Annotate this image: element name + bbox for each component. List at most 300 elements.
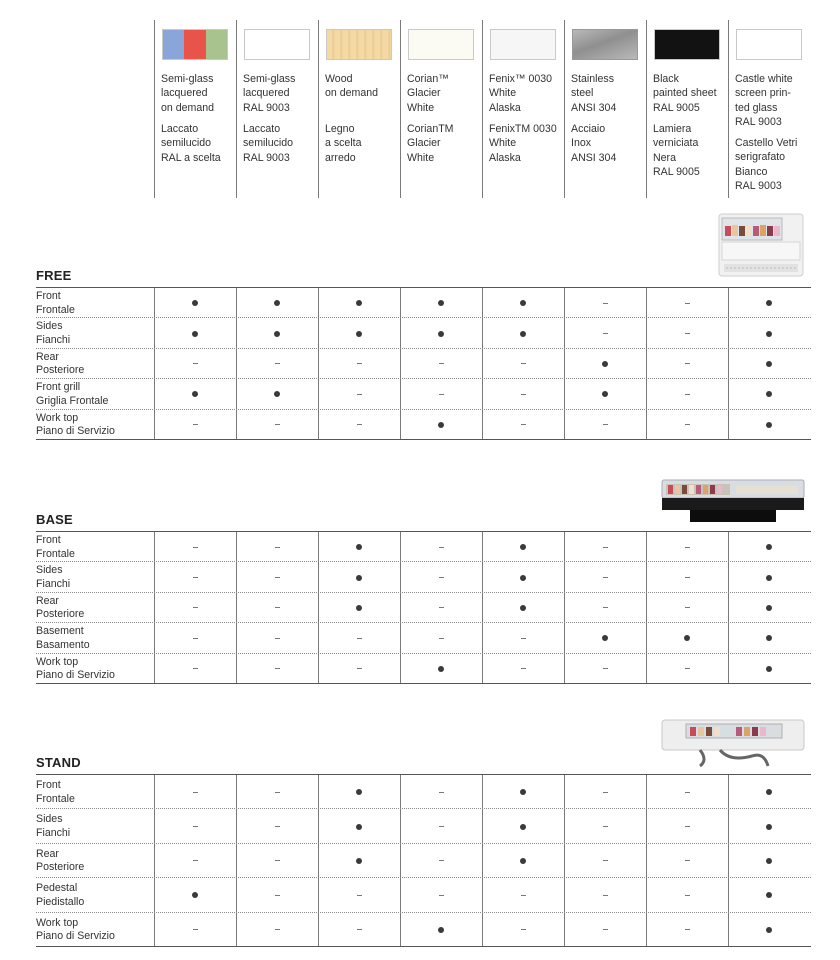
availability-cell: [728, 379, 810, 409]
not-available-dash: [193, 860, 198, 861]
row-label: [36, 595, 154, 622]
table-row: [36, 532, 811, 562]
row-separator: [36, 683, 811, 684]
material-column: [318, 20, 400, 198]
not-available-dash: [193, 929, 198, 930]
row-label-it: Fianchi: [36, 826, 71, 839]
availability-cell: [482, 654, 564, 684]
not-available-dash: [521, 895, 526, 896]
base-showcase-icon: [660, 474, 806, 524]
not-available-dash: [685, 929, 690, 930]
material-name-it: Legno a scelta arredo: [325, 123, 362, 164]
row-label: [36, 813, 154, 840]
not-available-dash: [275, 577, 280, 578]
not-available-dash: [685, 826, 690, 827]
availability-cell: [646, 562, 728, 592]
availability-cell: [646, 913, 728, 947]
available-dot: [356, 331, 362, 337]
row-label: [36, 564, 154, 591]
not-available-dash: [685, 547, 690, 548]
not-available-dash: [603, 929, 608, 930]
row-label-en: Work top: [36, 655, 79, 668]
table-row: [36, 654, 811, 684]
availability-cell: [400, 913, 482, 947]
not-available-dash: [275, 860, 280, 861]
availability-cell: [318, 654, 400, 684]
availability-cell: [482, 349, 564, 379]
availability-cell: [236, 379, 318, 409]
availability-cell: [400, 349, 482, 379]
availability-cell: [400, 532, 482, 562]
not-available-dash: [521, 424, 526, 425]
availability-cell: [728, 654, 810, 684]
availability-cell: [236, 654, 318, 684]
availability-cell: [400, 593, 482, 623]
availability-cell: [400, 562, 482, 592]
availability-cell: [154, 654, 236, 684]
material-name-it: Castello Vetri serigrafato Bianco RAL 9003: [735, 137, 798, 193]
available-dot: [766, 892, 772, 898]
available-dot: [356, 858, 362, 864]
available-dot: [766, 544, 772, 550]
available-dot: [520, 824, 526, 830]
availability-cell: [318, 379, 400, 409]
availability-cell: [154, 775, 236, 809]
row-label: [36, 412, 154, 439]
row-label-it: Piano di Servizio: [36, 669, 115, 682]
not-available-dash: [357, 895, 362, 896]
row-label-it: Fianchi: [36, 333, 71, 346]
availability-cell: [236, 809, 318, 843]
material-name-en: Semi-glass lacquered RAL 9003: [243, 73, 296, 114]
availability-cell: [482, 878, 564, 912]
not-available-dash: [603, 826, 608, 827]
availability-cell: [728, 878, 810, 912]
availability-cell: [236, 349, 318, 379]
available-dot: [684, 635, 690, 641]
availability-cell: [564, 532, 646, 562]
availability-cell: [482, 593, 564, 623]
availability-cell: [646, 349, 728, 379]
available-dot: [766, 422, 772, 428]
row-label-en: Front: [36, 779, 61, 791]
material-name-it: FenixTM 0030 White Alaska: [489, 123, 557, 164]
availability-cell: [236, 593, 318, 623]
available-dot: [766, 666, 772, 672]
availability-cell: [400, 878, 482, 912]
available-dot: [356, 575, 362, 581]
row-separator: [36, 439, 811, 440]
available-dot: [520, 858, 526, 864]
availability-cell: [728, 410, 810, 440]
material-name-it: Laccato semilucido RAL a scelta: [161, 123, 221, 164]
material-name-en: Wood on demand: [325, 73, 379, 100]
available-dot: [192, 892, 198, 898]
row-label: [36, 779, 154, 806]
available-dot: [520, 575, 526, 581]
not-available-dash: [193, 638, 198, 639]
availability-cell: [236, 913, 318, 947]
row-label: [36, 290, 154, 317]
availability-cell: [400, 809, 482, 843]
available-dot: [766, 331, 772, 337]
row-label: [36, 534, 154, 561]
row-label-it: Piano di Servizio: [36, 425, 115, 438]
material-name-it: Acciaio Inox ANSI 304: [571, 123, 617, 164]
not-available-dash: [439, 547, 444, 548]
not-available-dash: [357, 394, 362, 395]
available-dot: [438, 666, 444, 672]
availability-cell: [482, 410, 564, 440]
availability-cell: [400, 654, 482, 684]
available-dot: [356, 789, 362, 795]
availability-cell: [318, 593, 400, 623]
not-available-dash: [603, 895, 608, 896]
row-separator: [36, 946, 811, 947]
availability-cell: [564, 562, 646, 592]
material-column: [482, 20, 564, 198]
not-available-dash: [685, 394, 690, 395]
availability-cell: [236, 532, 318, 562]
not-available-dash: [357, 929, 362, 930]
available-dot: [520, 605, 526, 611]
available-dot: [766, 858, 772, 864]
availability-cell: [154, 349, 236, 379]
availability-cell: [318, 913, 400, 947]
availability-cell: [154, 288, 236, 318]
not-available-dash: [521, 394, 526, 395]
table-row: [36, 562, 811, 592]
table-row: [36, 878, 811, 912]
multicolor-swatch: [162, 29, 228, 60]
not-available-dash: [685, 607, 690, 608]
row-label-en: Front: [36, 534, 61, 546]
row-label-it: Griglia Frontale: [36, 394, 109, 407]
row-label-it: Piano di Servizio: [36, 930, 115, 943]
corian-swatch: [408, 29, 474, 60]
material-name-it: Laccato semilucido RAL 9003: [243, 123, 294, 164]
white-lacquer-swatch: [244, 29, 310, 60]
not-available-dash: [603, 424, 608, 425]
availability-cell: [154, 318, 236, 348]
availability-cell: [646, 878, 728, 912]
availability-cell: [646, 809, 728, 843]
availability-cell: [400, 379, 482, 409]
row-label-it: Frontale: [36, 303, 75, 316]
available-dot: [438, 927, 444, 933]
availability-cell: [564, 623, 646, 653]
not-available-dash: [521, 363, 526, 364]
not-available-dash: [193, 547, 198, 548]
stand-showcase-icon: [660, 716, 806, 770]
availability-cell: [482, 318, 564, 348]
availability-cell: [154, 809, 236, 843]
row-label: [36, 882, 154, 909]
availability-cell: [154, 878, 236, 912]
not-available-dash: [275, 638, 280, 639]
availability-cell: [646, 410, 728, 440]
not-available-dash: [275, 363, 280, 364]
availability-cell: [482, 844, 564, 878]
row-label-en: Sides: [36, 320, 63, 333]
availability-cell: [154, 410, 236, 440]
not-available-dash: [193, 792, 198, 793]
black-sheet-swatch: [654, 29, 720, 60]
availability-cell: [400, 844, 482, 878]
table-row: [36, 844, 811, 878]
available-dot: [766, 789, 772, 795]
table-row: [36, 379, 811, 409]
available-dot: [766, 927, 772, 933]
available-dot: [602, 361, 608, 367]
not-available-dash: [439, 638, 444, 639]
not-available-dash: [685, 577, 690, 578]
section-title: STAND: [36, 755, 81, 770]
material-name-en: Castle white screen prin- ted glass RAL 9003: [735, 73, 793, 129]
availability-cell: [318, 562, 400, 592]
row-label-it: Basamento: [36, 638, 90, 651]
row-label: [36, 320, 154, 347]
not-available-dash: [685, 333, 690, 334]
not-available-dash: [439, 826, 444, 827]
row-label-en: Pedestal: [36, 882, 78, 895]
availability-cell: [646, 654, 728, 684]
availability-cell: [482, 562, 564, 592]
row-label: [36, 656, 154, 683]
table-row: [36, 809, 811, 843]
availability-cell: [564, 379, 646, 409]
material-column: [564, 20, 646, 198]
availability-cell: [400, 288, 482, 318]
availability-cell: [482, 532, 564, 562]
row-label: [36, 625, 154, 652]
availability-cell: [646, 623, 728, 653]
not-available-dash: [275, 792, 280, 793]
not-available-dash: [193, 607, 198, 608]
row-label-en: Front grill: [36, 381, 81, 394]
not-available-dash: [193, 668, 198, 669]
availability-cell: [728, 844, 810, 878]
availability-cell: [728, 913, 810, 947]
row-label-en: Sides: [36, 564, 63, 577]
not-available-dash: [521, 668, 526, 669]
availability-cell: [564, 844, 646, 878]
availability-cell: [646, 844, 728, 878]
availability-cell: [728, 562, 810, 592]
available-dot: [192, 391, 198, 397]
available-dot: [356, 605, 362, 611]
not-available-dash: [275, 895, 280, 896]
not-available-dash: [275, 929, 280, 930]
row-label-en: Basement: [36, 625, 84, 638]
not-available-dash: [439, 860, 444, 861]
available-dot: [192, 331, 198, 337]
availability-cell: [400, 410, 482, 440]
not-available-dash: [275, 547, 280, 548]
not-available-dash: [275, 668, 280, 669]
material-column: [728, 20, 810, 198]
availability-cell: [564, 593, 646, 623]
row-label-it: Frontale: [36, 547, 75, 560]
not-available-dash: [603, 792, 608, 793]
table-row: [36, 623, 811, 653]
not-available-dash: [193, 363, 198, 364]
row-label-it: Fianchi: [36, 577, 71, 590]
availability-cell: [236, 288, 318, 318]
available-dot: [274, 300, 280, 306]
not-available-dash: [603, 607, 608, 608]
available-dot: [602, 635, 608, 641]
material-column: [236, 20, 318, 198]
not-available-dash: [685, 895, 690, 896]
availability-cell: [236, 318, 318, 348]
table-row: [36, 410, 811, 440]
not-available-dash: [685, 668, 690, 669]
row-label-en: Front: [36, 290, 61, 302]
available-dot: [766, 605, 772, 611]
row-label-it: Piedistallo: [36, 895, 85, 908]
availability-cell: [728, 318, 810, 348]
availability-cell: [236, 562, 318, 592]
row-label: [36, 917, 154, 944]
row-label-en: Work top: [36, 916, 79, 929]
availability-cell: [646, 318, 728, 348]
available-dot: [602, 391, 608, 397]
available-dot: [274, 331, 280, 337]
availability-cell: [646, 532, 728, 562]
availability-cell: [154, 913, 236, 947]
free-showcase-icon: [716, 212, 806, 280]
section-title: BASE: [36, 512, 73, 527]
availability-cell: [564, 349, 646, 379]
not-available-dash: [439, 895, 444, 896]
availability-cell: [236, 623, 318, 653]
availability-cell: [318, 410, 400, 440]
availability-cell: [564, 288, 646, 318]
available-dot: [766, 300, 772, 306]
available-dot: [356, 544, 362, 550]
not-available-dash: [357, 668, 362, 669]
not-available-dash: [275, 424, 280, 425]
not-available-dash: [603, 860, 608, 861]
available-dot: [356, 300, 362, 306]
table-row: [36, 288, 811, 318]
availability-cell: [154, 532, 236, 562]
not-available-dash: [275, 607, 280, 608]
available-dot: [766, 361, 772, 367]
available-dot: [766, 824, 772, 830]
availability-cell: [646, 775, 728, 809]
table-row: [36, 775, 811, 809]
availability-cell: [564, 913, 646, 947]
material-column: [646, 20, 728, 198]
available-dot: [520, 300, 526, 306]
not-available-dash: [603, 303, 608, 304]
availability-cell: [154, 562, 236, 592]
row-label-en: Sides: [36, 813, 63, 826]
table-row: [36, 318, 811, 348]
availability-cell: [236, 410, 318, 440]
availability-cell: [728, 809, 810, 843]
available-dot: [192, 300, 198, 306]
material-name-en: Fenix™ 0030 White Alaska: [489, 73, 553, 114]
section-title: FREE: [36, 268, 72, 283]
material-name-en: Corian™ Glacier White: [407, 73, 449, 114]
available-dot: [438, 331, 444, 337]
availability-cell: [318, 809, 400, 843]
not-available-dash: [275, 826, 280, 827]
material-column: [154, 20, 236, 198]
availability-cell: [154, 844, 236, 878]
availability-cell: [646, 288, 728, 318]
availability-cell: [318, 775, 400, 809]
row-label-it: Posteriore: [36, 608, 85, 621]
available-dot: [438, 300, 444, 306]
availability-cell: [564, 775, 646, 809]
availability-cell: [728, 288, 810, 318]
availability-cell: [728, 593, 810, 623]
availability-cell: [318, 318, 400, 348]
not-available-dash: [439, 792, 444, 793]
material-name-it: Lamiera verniciata Nera RAL 9005: [653, 123, 700, 179]
availability-cell: [646, 379, 728, 409]
not-available-dash: [685, 792, 690, 793]
availability-cell: [482, 775, 564, 809]
not-available-dash: [603, 547, 608, 548]
availability-cell: [482, 913, 564, 947]
availability-cell: [318, 878, 400, 912]
availability-cell: [482, 623, 564, 653]
not-available-dash: [603, 333, 608, 334]
availability-cell: [564, 878, 646, 912]
not-available-dash: [439, 394, 444, 395]
availability-cell: [564, 654, 646, 684]
not-available-dash: [439, 363, 444, 364]
availability-cell: [728, 775, 810, 809]
not-available-dash: [603, 668, 608, 669]
row-label: [36, 848, 154, 875]
row-label: [36, 351, 154, 378]
not-available-dash: [685, 424, 690, 425]
not-available-dash: [357, 363, 362, 364]
material-name-en: Stainless steel ANSI 304: [571, 73, 617, 114]
availability-cell: [400, 623, 482, 653]
table-row: [36, 349, 811, 379]
available-dot: [520, 331, 526, 337]
availability-cell: [482, 809, 564, 843]
availability-cell: [236, 775, 318, 809]
not-available-dash: [357, 638, 362, 639]
available-dot: [438, 422, 444, 428]
not-available-dash: [521, 929, 526, 930]
available-dot: [766, 635, 772, 641]
availability-cell: [564, 809, 646, 843]
row-label-en: Work top: [36, 411, 79, 424]
not-available-dash: [685, 860, 690, 861]
available-dot: [520, 789, 526, 795]
availability-cell: [154, 593, 236, 623]
row-label-it: Posteriore: [36, 861, 85, 874]
availability-cell: [154, 379, 236, 409]
material-name-en: Semi-glass lacquered on demand: [161, 73, 215, 114]
not-available-dash: [685, 363, 690, 364]
availability-cell: [236, 844, 318, 878]
availability-cell: [400, 775, 482, 809]
row-label: [36, 381, 154, 408]
not-available-dash: [193, 577, 198, 578]
availability-cell: [728, 623, 810, 653]
not-available-dash: [357, 424, 362, 425]
